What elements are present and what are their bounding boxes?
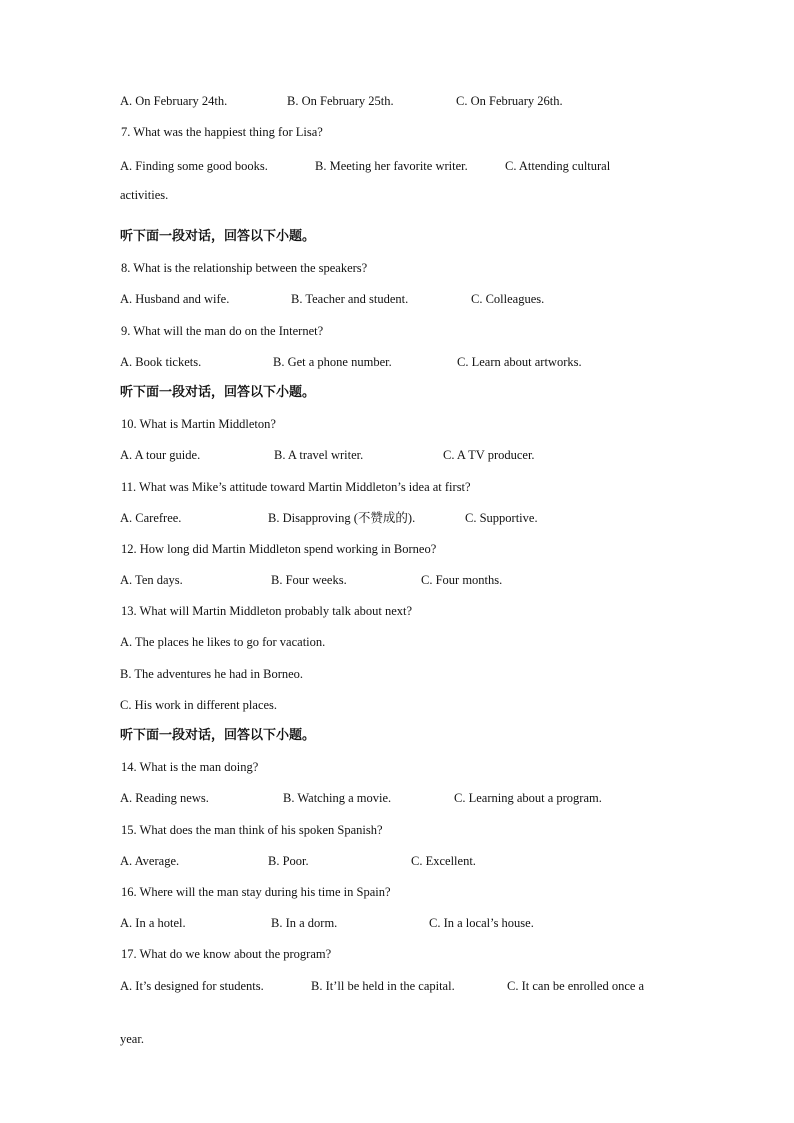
q17-option-c-continued: year. (120, 1032, 144, 1046)
q11-question: 11. What was Mike’s attitude toward Martin Middleton’s idea at first? (121, 480, 471, 494)
q16-option-b: B. In a dorm. (271, 916, 338, 930)
q11-option-c: C. Supportive. (465, 511, 538, 525)
q16-question: 16. Where will the man stay during his time in Spain? (121, 885, 391, 899)
q10-option-a: A. A tour guide. (120, 448, 201, 462)
q6-option-c: C. On February 26th. (456, 94, 563, 108)
q17-question: 17. What do we know about the program? (121, 947, 332, 961)
q16-option-a: A. In a hotel. (120, 916, 186, 930)
q10-question: 10. What is Martin Middleton? (121, 417, 276, 431)
q7-question: 7. What was the happiest thing for Lisa? (121, 125, 323, 139)
q14-question: 14. What is the man doing? (121, 760, 259, 774)
q13-option-c: C. His work in different places. (120, 698, 278, 712)
section-heading-3: 听下面一段对话，回答以下小题。 (120, 728, 316, 743)
q8-option-c: C. Colleagues. (471, 292, 545, 306)
q8-option-b: B. Teacher and student. (291, 292, 409, 306)
q13-question: 13. What will Martin Middleton probably talk about next? (121, 604, 413, 618)
q15-option-a: A. Average. (120, 854, 180, 868)
q6-option-a: A. On February 24th. (120, 94, 228, 108)
q13-option-b: B. The adventures he had in Borneo. (120, 667, 304, 681)
q16-option-c: C. In a local’s house. (429, 916, 534, 930)
q17-option-a: A. It’s designed for students. (120, 979, 264, 993)
q9-question: 9. What will the man do on the Internet? (121, 324, 324, 338)
q12-question: 12. How long did Martin Middleton spend working in Borneo? (121, 542, 437, 556)
q6-option-b: B. On February 25th. (287, 94, 394, 108)
q12-option-b: B. Four weeks. (271, 573, 347, 587)
q14-option-b: B. Watching a movie. (283, 791, 392, 805)
q17-option-b: B. It’ll be held in the capital. (311, 979, 455, 993)
section-heading-1: 听下面一段对话，回答以下小题。 (120, 229, 316, 244)
q14-option-c: C. Learning about a program. (454, 791, 602, 805)
q10-option-b: B. A travel writer. (274, 448, 364, 462)
q11-option-b: B. Disapproving (不赞成的). (268, 511, 416, 525)
q8-option-a: A. Husband and wife. (120, 292, 230, 306)
q9-option-c: C. Learn about artworks. (457, 355, 582, 369)
section-heading-2: 听下面一段对话，回答以下小题。 (120, 385, 316, 400)
q10-option-c: C. A TV producer. (443, 448, 535, 462)
q14-option-a: A. Reading news. (120, 791, 209, 805)
q7-option-c-continued: activities. (120, 188, 169, 202)
q12-option-c: C. Four months. (421, 573, 503, 587)
q9-option-b: B. Get a phone number. (273, 355, 392, 369)
q7-option-a: A. Finding some good books. (120, 159, 268, 173)
q7-option-b: B. Meeting her favorite writer. (315, 159, 468, 173)
q13-option-a: A. The places he likes to go for vacation. (120, 635, 326, 649)
q15-option-c: C. Excellent. (411, 854, 476, 868)
q17-option-c: C. It can be enrolled once a (507, 979, 645, 993)
q15-question: 15. What does the man think of his spoken Spanish? (121, 823, 383, 837)
q8-question: 8. What is the relationship between the speakers? (121, 261, 368, 275)
q7-option-c: C. Attending cultural (505, 159, 611, 173)
q9-option-a: A. Book tickets. (120, 355, 202, 369)
q11-option-a: A. Carefree. (120, 511, 182, 525)
q15-option-b: B. Poor. (268, 854, 309, 868)
q12-option-a: A. Ten days. (120, 573, 183, 587)
